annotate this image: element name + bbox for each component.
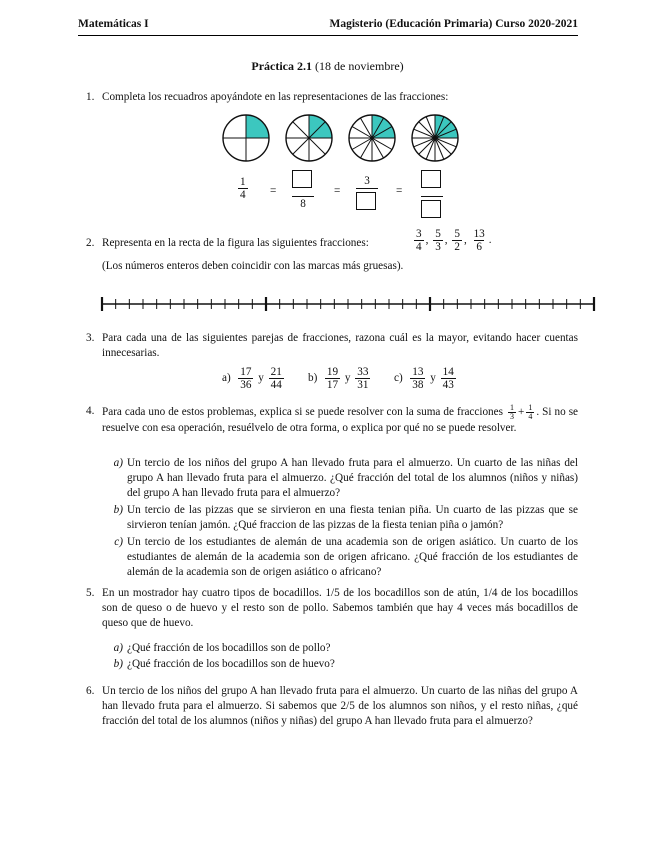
q1-text: Completa los recuadros apoyándote en las representaciones de las fracciones: bbox=[102, 91, 449, 103]
q3-b-frac-2-num: 33 bbox=[357, 366, 369, 378]
q4-c-label: c) bbox=[114, 536, 123, 548]
practice-date: (18 de noviembre) bbox=[315, 59, 404, 73]
answer-box-1[interactable] bbox=[292, 170, 312, 188]
q4-frac-2-num: 1 bbox=[528, 403, 533, 412]
q3-b-y: y bbox=[344, 372, 351, 385]
q3-b-frac-2-den: 31 bbox=[357, 379, 369, 391]
q4-frac-1-den: 3 bbox=[510, 412, 514, 421]
q6-number: 6. bbox=[86, 685, 95, 697]
q2-frac-3-num: 5 bbox=[454, 228, 460, 240]
answer-box-4[interactable] bbox=[421, 200, 441, 218]
answer-box-3[interactable] bbox=[421, 170, 441, 188]
q3-a-frac-1 bbox=[238, 366, 253, 391]
number-line[interactable] bbox=[96, 294, 600, 314]
q2-number: 2. bbox=[86, 237, 95, 249]
eq-frac-4 bbox=[421, 170, 443, 223]
q6-text: Un tercio de los niños del grupo A han llevado fruta para el almuerzo. Un cuarto de las niñas del grupo A han llevado fruta para el almuerzo. Si sabemos que 2/5 de los alumnos son niños, y el resto niñas, ¿qué fracción del total de los alumnos (niños y niñas) del grupo A han llevado fruta para el almuerzo? bbox=[102, 685, 578, 727]
q4-text-a: Para cada uno de estos problemas, explica si se puede resolver con la suma de fracciones bbox=[102, 406, 503, 419]
q3-c-frac-2 bbox=[441, 366, 456, 391]
q3-pair-b bbox=[308, 366, 372, 391]
q4-frac-2 bbox=[526, 404, 534, 421]
q2-frac-4-num: 13 bbox=[473, 228, 485, 240]
fraction-circle-3 bbox=[349, 115, 395, 161]
q2-text: Representa en la recta de la figura las siguientes fracciones: bbox=[102, 237, 369, 249]
circle-division-line bbox=[309, 138, 325, 154]
q2-frac-2-den: 3 bbox=[435, 241, 441, 253]
q3-b-frac-1-den: 17 bbox=[326, 379, 339, 391]
q1-equation bbox=[236, 176, 250, 201]
q3-c-frac-1 bbox=[410, 366, 425, 391]
q5-number: 5. bbox=[86, 587, 95, 599]
q2-frac-1-num: 3 bbox=[416, 228, 422, 240]
eq-frac-2 bbox=[292, 170, 314, 211]
q3-c-frac-1-den: 38 bbox=[412, 379, 424, 391]
eq-frac-1-den: 4 bbox=[240, 189, 246, 201]
q5-a-text: ¿Qué fracción de los bocadillos son de pollo? bbox=[127, 642, 331, 654]
q3-b-frac-1-num: 19 bbox=[326, 366, 339, 378]
q3-pair-a bbox=[222, 366, 286, 391]
q3-a-y: y bbox=[258, 372, 264, 385]
q4-frac-2-den: 4 bbox=[528, 412, 533, 421]
q4-c-text: Un tercio de los estudiantes de alemán de una academia son de origen asiático. Un cuarto de los estudiantes de alemán de la academia son de origen africano. ¿Qué fracción de los estudiantes de alemán de la academia son de origen asiático o africano? bbox=[127, 536, 578, 578]
q3-pair-c bbox=[394, 366, 458, 391]
q3-a-frac-1-den: 36 bbox=[240, 379, 252, 391]
q5-text: En un mostrador hay cuatro tipos de bocadillos. 1/5 de los bocadillos son de atún, 1/4 de los bocadillos son de queso o de huevo y el resto son de pollo. Sabemos también que hay 4 veces más bocadillos de queso que de huevo. bbox=[102, 587, 578, 629]
q4-a-text: Un tercio de los niños del grupo A han llevado fruta para el almuerzo. Un cuarto de las niñas del grupo A han llevado fruta para el almuerzo. ¿Qué fracción del total de los alumnos (niños y niñas) del grupo A han llevado fruta para el almuerzo? bbox=[127, 457, 578, 499]
circle-division-line bbox=[435, 138, 451, 154]
q3-c-frac-2-num: 14 bbox=[442, 366, 454, 378]
q2-frac-1-den: 4 bbox=[416, 241, 422, 253]
header-course: Matemáticas I bbox=[78, 18, 149, 30]
eq-frac-1 bbox=[238, 176, 248, 201]
q4-text-b: Si no se resuelve con esa operación, resuélvelo de otra forma, o explica por qué no se puede resolver. bbox=[102, 406, 579, 434]
fraction-circle-2 bbox=[286, 115, 332, 161]
q3-b-frac-2 bbox=[355, 366, 370, 391]
q3-a-frac-1-num: 17 bbox=[240, 366, 252, 378]
q4-number: 4. bbox=[86, 405, 95, 417]
q2-frac-4 bbox=[472, 228, 487, 253]
eq-frac-3-num: 3 bbox=[364, 175, 370, 187]
q5-a-label: a) bbox=[113, 642, 123, 654]
circle-division-line bbox=[419, 122, 435, 138]
q2-frac-1 bbox=[414, 228, 424, 253]
eq-frac-3 bbox=[356, 174, 378, 215]
answer-box-2[interactable] bbox=[356, 192, 376, 210]
practice-title bbox=[0, 59, 655, 74]
q2-frac-2-num: 5 bbox=[435, 228, 441, 240]
q3-pair-b-label: b) bbox=[308, 372, 318, 385]
q3-a-frac-2-den: 44 bbox=[270, 379, 282, 391]
q2-frac-2 bbox=[433, 228, 443, 253]
q3-text: Para cada una de las siguientes parejas de fracciones, razona cuál es la mayor, evitando hacer cuentas innecesarias. bbox=[102, 332, 578, 359]
eq-sign-1: = bbox=[270, 185, 277, 197]
eq-sign-2: = bbox=[334, 185, 341, 197]
q3-a-frac-2-num: 21 bbox=[270, 366, 282, 378]
q4-b-label: b) bbox=[113, 504, 123, 516]
q4-frac-1 bbox=[508, 404, 516, 421]
q2-frac-3-den: 2 bbox=[454, 241, 460, 253]
q4-frac-1-num: 1 bbox=[510, 403, 514, 412]
circle-division-line bbox=[419, 138, 435, 154]
q2-note: (Los números enteros deben coincidir con las marcas más gruesas). bbox=[102, 260, 404, 272]
q3-c-frac-2-den: 43 bbox=[442, 379, 454, 391]
q5-b-label: b) bbox=[113, 658, 123, 670]
q3-pair-a-label: a) bbox=[222, 372, 231, 385]
q3-c-frac-1-num: 13 bbox=[412, 366, 424, 378]
q4-text: Para cada uno de estos problemas, explica si se puede resolver con la suma de fracciones $\frac{1}{3}$ + $\frac{1}{4}$ . Si no se resuelve con esa operación, resuélvelo de otra forma, o explica por qué no se puede resolver. bbox=[102, 403, 579, 434]
q1-number: 1. bbox=[86, 91, 95, 103]
q3-b-frac-1 bbox=[325, 366, 340, 391]
circle-division-line bbox=[293, 138, 309, 154]
q3-number: 3. bbox=[86, 332, 95, 344]
q3-pair-c-label: c) bbox=[394, 372, 403, 385]
eq-sign-3: = bbox=[396, 185, 403, 197]
page-header bbox=[78, 17, 578, 36]
circle-division-line bbox=[293, 122, 309, 138]
eq-frac-2-den: 8 bbox=[292, 196, 314, 211]
q3-c-y: y bbox=[430, 372, 436, 385]
fraction-circles bbox=[215, 113, 475, 173]
q2-frac-3 bbox=[452, 228, 462, 253]
fraction-circle-1 bbox=[223, 115, 269, 161]
q3-a-frac-2 bbox=[269, 366, 284, 391]
q5-b-text: ¿Qué fracción de los bocadillos son de huevo? bbox=[127, 658, 335, 670]
practice-number: Práctica 2.1 bbox=[251, 59, 312, 73]
fraction-circle-4 bbox=[412, 115, 458, 161]
q4-a-label: a) bbox=[113, 457, 123, 469]
header-program: Magisterio (Educación Primaria) Curso 2020-2021 bbox=[329, 18, 578, 30]
q4-b-text: Un tercio de las pizzas que se sirvieron en una fiesta tenian piña. Un cuarto de las pizzas que se sirvieron tenían jamón. ¿Qué fraccion de las pizzas de la fiesta tenian piña o jamón? bbox=[127, 504, 578, 531]
eq-frac-1-num: 1 bbox=[240, 176, 246, 188]
q2-fractions: $\frac{3}{4}$ , $\frac{5}{3}$ , $\frac{5}{2}$ , $\frac{13}{6}$ . bbox=[416, 228, 492, 253]
q2-frac-4-den: 6 bbox=[476, 241, 482, 253]
